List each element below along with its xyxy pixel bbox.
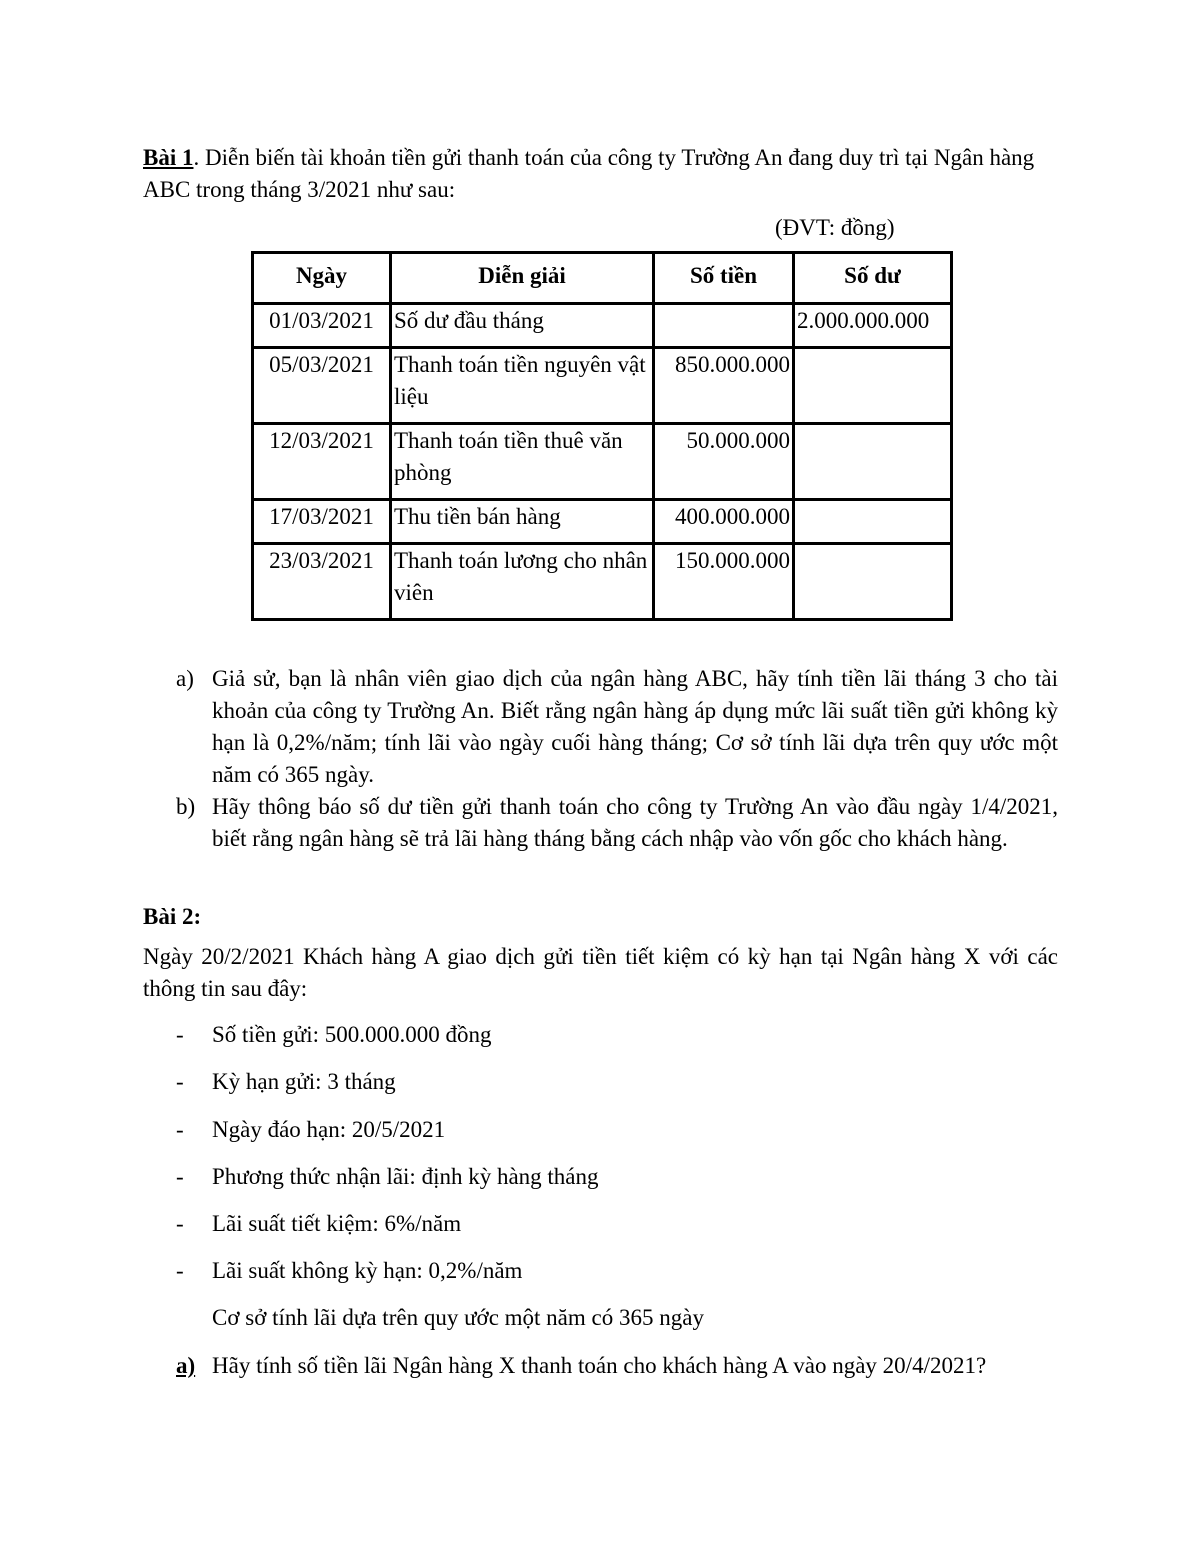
cell-amount: 850.000.000 <box>654 348 794 424</box>
bai1-question-a <box>176 663 1058 791</box>
cell-description: Thu tiền bán hàng <box>391 500 654 544</box>
bai1-intro <box>143 142 1058 206</box>
bullet-dash: - <box>176 1022 184 1047</box>
bullet-text: Lãi suất không kỳ hạn: 0,2%/năm <box>212 1258 523 1283</box>
cell-amount: 150.000.000 <box>654 544 794 620</box>
cell-balance <box>794 500 952 544</box>
bullet-text: Kỳ hạn gửi: 3 tháng <box>212 1069 396 1094</box>
cell-date: 01/03/2021 <box>253 304 391 348</box>
cell-date: 23/03/2021 <box>253 544 391 620</box>
cell-balance: 2.000.000.000 <box>794 304 952 348</box>
transaction-table <box>251 251 953 621</box>
bullet-dash: - <box>176 1069 184 1094</box>
cell-amount: 50.000.000 <box>654 424 794 500</box>
unit-label: (ĐVT: đồng) <box>775 215 895 240</box>
bai2-label: Bài 2: <box>143 904 202 929</box>
question-text: Giả sử, bạn là nhân viên giao dịch của ngân hàng ABC, hãy tính tiền lãi tháng 3 cho tài khoản của công ty Trường An. Biết rằng ngân hàng áp dụng mức lãi suất tiền gửi không kỳ hạn là 0,2%/năm; tính lãi vào ngày cuối hàng tháng; Cơ sở tính lãi dựa trên quy ước một năm có 365 ngày. <box>212 666 1058 787</box>
table-header-row <box>253 253 952 304</box>
header-date: Ngày <box>253 253 391 304</box>
table-row <box>253 500 952 544</box>
header-amount: Số tiền <box>654 253 794 304</box>
question-text: Hãy thông báo số dư tiền gửi thanh toán cho công ty Trường An vào đầu ngày 1/4/2021, biết rằng ngân hàng sẽ trả lãi hàng tháng bằng cách nhập vào vốn gốc cho khách hàng. <box>212 794 1058 851</box>
table-row <box>253 304 952 348</box>
header-description: Diễn giải <box>391 253 654 304</box>
question-label: a) <box>176 666 194 691</box>
table-row <box>253 348 952 424</box>
cell-balance <box>794 424 952 500</box>
cell-description: Thanh toán lương cho nhân viên <box>391 544 654 620</box>
bullet-text: Lãi suất tiết kiệm: 6%/năm <box>212 1211 462 1236</box>
cell-date: 12/03/2021 <box>253 424 391 500</box>
cell-amount: 400.000.000 <box>654 500 794 544</box>
bai1-label: Bài 1 <box>143 145 194 170</box>
bai2-intro: Ngày 20/2/2021 Khách hàng A giao dịch gửi tiền tiết kiệm có kỳ hạn tại Ngân hàng X với các thông tin sau đây: <box>143 944 1058 1001</box>
bai1-intro-text: . Diễn biến tài khoản tiền gửi thanh toán của công ty Trường An đang duy trì tại Ngân hàng ABC trong tháng 3/2021 như sau: <box>143 145 1035 202</box>
table-row <box>253 424 952 500</box>
cell-amount <box>654 304 794 348</box>
cell-date: 17/03/2021 <box>253 500 391 544</box>
cell-description: Thanh toán tiền thuê văn phòng <box>391 424 654 500</box>
bai2-question-a <box>176 1350 1058 1414</box>
cell-date: 05/03/2021 <box>253 348 391 424</box>
table-row <box>253 544 952 620</box>
bullet-dash: - <box>176 1164 184 1189</box>
question-label: b) <box>176 794 196 819</box>
bullet-dash: - <box>176 1258 184 1283</box>
bullet-dash: - <box>176 1117 184 1142</box>
bullet-text: Số tiền gửi: 500.000.000 đồng <box>212 1022 492 1047</box>
bai1-question-b <box>176 791 1058 887</box>
cell-balance <box>794 348 952 424</box>
question-label: a) <box>176 1353 196 1378</box>
header-balance: Số dư <box>794 253 952 304</box>
cell-description: Thanh toán tiền nguyên vật liệu <box>391 348 654 424</box>
bullet-text: Ngày đáo hạn: 20/5/2021 <box>212 1117 446 1142</box>
cell-balance <box>794 544 952 620</box>
bullet-dash: - <box>176 1211 184 1236</box>
cell-description: Số dư đầu tháng <box>391 304 654 348</box>
bullet-text: Phương thức nhận lãi: định kỳ hàng tháng <box>212 1164 599 1189</box>
bai2-note: Cơ sở tính lãi dựa trên quy ước một năm có 365 ngày <box>212 1305 704 1330</box>
question-text: Hãy tính số tiền lãi Ngân hàng X thanh toán cho khách hàng A vào ngày 20/4/2021? <box>212 1353 987 1378</box>
